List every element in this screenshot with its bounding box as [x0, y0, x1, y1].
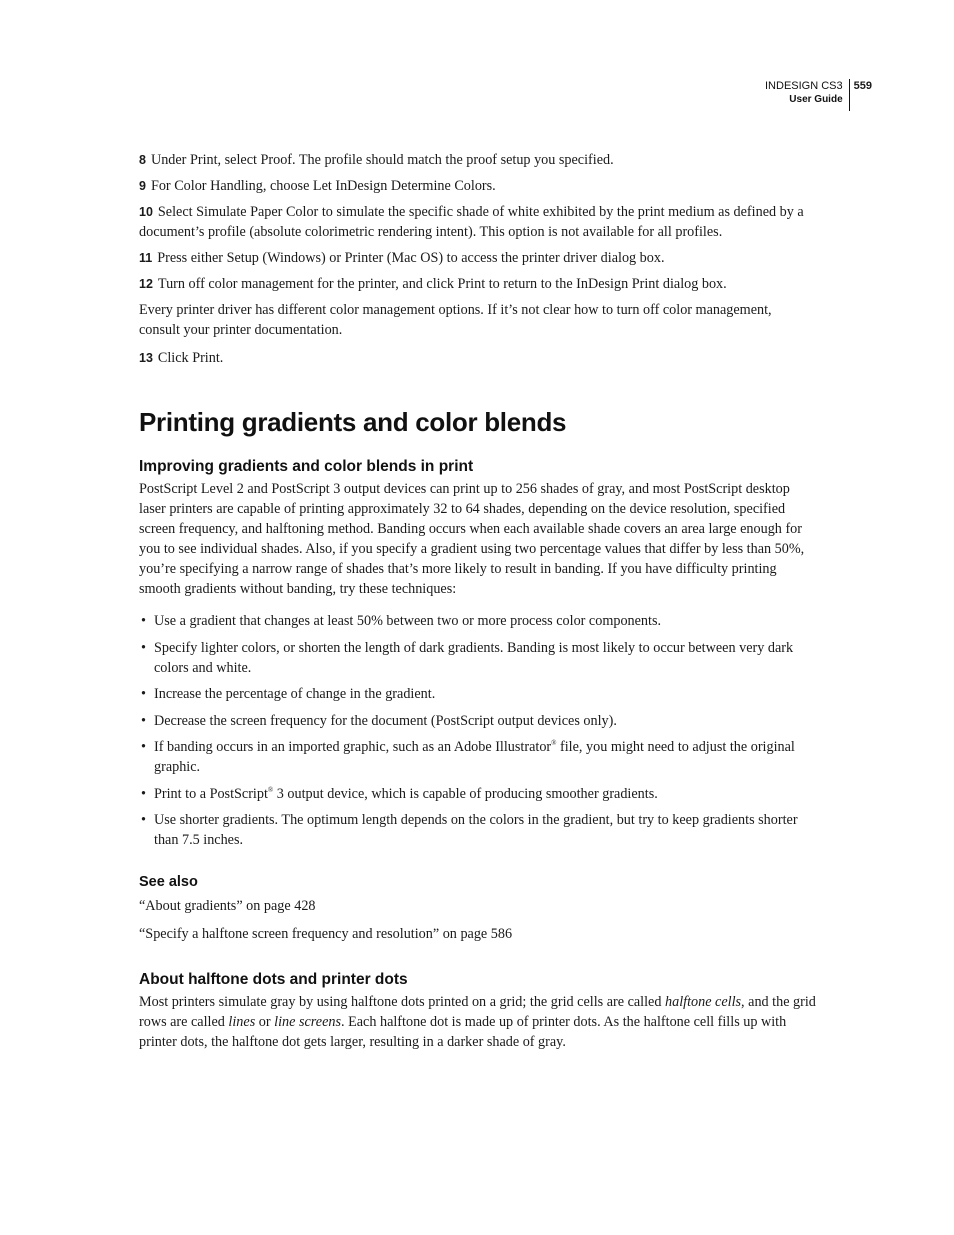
see-also-link-gradients[interactable]: “About gradients” on page 428: [139, 898, 316, 914]
step-9: [139, 176, 816, 196]
halftone-term: line screens: [274, 1014, 341, 1030]
step-text: Click Print.: [157, 350, 224, 366]
list-item: [139, 711, 816, 731]
bullet-icon: •: [141, 712, 146, 729]
step-text: Select Simulate Paper Color to simulate the specific shade of white exhibited by the print medium as defined by a document’s profile (absolute colorimetric rendering intent). This option is not available for all profiles.: [139, 204, 804, 240]
halftone-text: , and the grid rows are called: [139, 994, 816, 1030]
halftone-term: lines: [228, 1014, 256, 1030]
list-item-text: Use a gradient that changes at least 50% between two or more process color components.: [154, 613, 662, 629]
halftone-body: [139, 992, 816, 1052]
halftone-heading: About halftone dots and printer dots: [139, 971, 408, 988]
header-guide: User Guide: [789, 94, 843, 105]
list-item: [139, 684, 816, 704]
driver-note: Every printer driver has different color management options. If it’s not clear how to turn off color management, consult your printer documentation.: [139, 302, 772, 338]
step-number: 11: [139, 251, 153, 265]
header-product: INDESIGN CS3: [765, 80, 843, 92]
list-item: [139, 638, 816, 678]
list-item-text: If banding occurs in an imported graphic, such as an Adobe Illustrator: [154, 739, 552, 755]
step-text: Press either Setup (Windows) or Printer (Mac OS) to access the printer driver dialog box.: [157, 250, 665, 266]
bullet-icon: •: [141, 686, 146, 702]
halftone-text: . Each halftone dot is made up of printer dots. As the halftone cell fills up with printer dots, the halftone dot gets larger, resulting in a darker shade of gray.: [139, 1014, 787, 1050]
step-text: For Color Handling, choose Let InDesign Determine Colors.: [150, 178, 496, 194]
step-number: 9: [139, 179, 146, 193]
list-item-text: Use shorter gradients. The optimum length depends on the colors in the gradient, but try to keep gradients shorter than 7.5 inches.: [154, 812, 798, 848]
see-also-link-halftone[interactable]: “Specify a halftone screen frequency and resolution” on page 586: [139, 926, 513, 942]
list-item: [139, 737, 816, 777]
step-10: [139, 202, 816, 242]
list-item-text: Decrease the screen frequency for the document (PostScript output devices only).: [154, 712, 617, 729]
step-8: [139, 150, 816, 170]
bullet-icon: •: [141, 739, 146, 755]
bullet-icon: •: [141, 785, 146, 802]
list-item-text: 3 output device, which is capable of producing smoother gradients.: [273, 785, 658, 802]
list-item-text: Print to a PostScript: [154, 785, 268, 802]
step-number: 13: [139, 351, 153, 365]
page-number: 559: [853, 80, 872, 92]
bullet-icon: •: [141, 812, 146, 828]
halftone-term: halftone cells: [665, 994, 742, 1010]
page-header: [765, 79, 872, 111]
step-13: [139, 348, 816, 368]
list-item-text: Specify lighter colors, or shorten the length of dark gradients. Banding is most likely to occur between very dark colors and white.: [154, 639, 794, 676]
step-number: 8: [139, 153, 146, 167]
improving-body: PostScript Level 2 and PostScript 3 output devices can print up to 256 shades of gray, and most PostScript desktop laser printers are capable of printing approximately 32 to 64 shades, depending on the device resolution, specified screen frequency, and halftoning method. Banding occurs when each available shade covers an area large enough for you to see individual shades. Also, if you specify a gradient using two percentage values that differ by less than 50%, you’re specifying a narrow range of shades that’s more likely to result in banding. If you have difficulty printing smooth gradients without banding, try these techniques:: [139, 481, 805, 597]
header-text: [765, 79, 849, 107]
bullet-icon: •: [141, 613, 146, 629]
list-item: [139, 784, 816, 804]
techniques-list: [139, 611, 816, 850]
list-item: [139, 810, 816, 850]
halftone-text: Most printers simulate gray by using halftone dots printed on a grid; the grid cells are called: [139, 994, 665, 1010]
registered-mark: ®: [551, 739, 557, 747]
see-also-heading: See also: [139, 874, 198, 890]
list-item-text: file, you might need to adjust the original graphic.: [154, 739, 795, 775]
step-text: Under Print, select Proof. The profile should match the proof setup you specified.: [150, 152, 614, 168]
bullet-icon: •: [141, 639, 146, 656]
section-title: Printing gradients and color blends: [139, 407, 567, 437]
halftone-text: or: [255, 1014, 275, 1030]
step-number: 10: [139, 205, 153, 219]
step-text: Turn off color management for the printer, and click Print to return to the InDesign Print dialog box.: [157, 276, 727, 292]
step-number: 12: [139, 277, 153, 291]
registered-mark: ®: [267, 785, 274, 794]
improving-heading: Improving gradients and color blends in print: [139, 458, 474, 475]
page-content: [139, 150, 816, 1060]
step-12: [139, 274, 816, 294]
list-item: [139, 611, 816, 631]
step-11: [139, 248, 816, 268]
list-item-text: Increase the percentage of change in the gradient.: [154, 686, 436, 702]
